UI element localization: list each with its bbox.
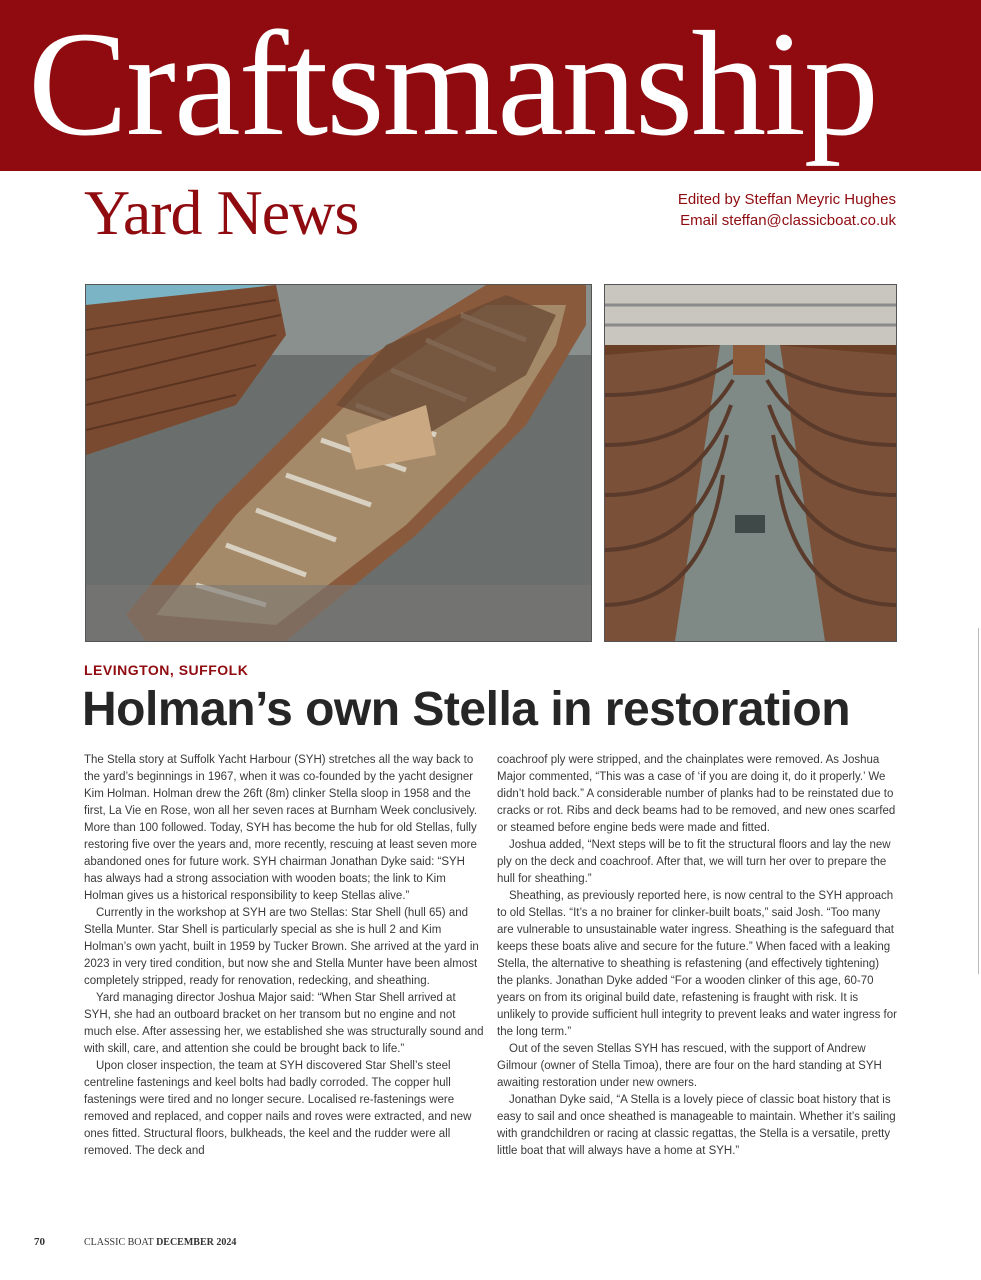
paragraph: Yard managing director Joshua Major said: “When Star Shell arrived at SYH, she had an outboard bracket on her transom but no engine and not much else. After assessing her, we established she was structurally sound and with skill, care, and attention she could be brought back to life.”: [84, 992, 484, 1055]
paragraph: coachroof ply were stripped, and the chainplates were removed. As Joshua Major commented, “This was a case of ‘if you are doing it, do it properly.’ We didn’t hold back.” A considerable number of planks had to be reinstated due to cracks or rot. Ribs and deck beams had to be removed, and new ones scarfed or steamed before engine beds were made and fitted.: [497, 754, 896, 834]
paragraph: Upon closer inspection, the team at SYH discovered Star Shell’s steel centreline fastenings and keel bolts had badly corroded. The copper hull fastenings were tired and no longer secure. Localised re-fastenings were removed and replaced, and copper nails and roves were extracted, and new ones fitted. Structural floors, bulkheads, the keel and the rudder were all removed. The deck and: [84, 1060, 472, 1157]
page-footer: [34, 1236, 237, 1248]
magazine-name: CLASSIC BOAT: [84, 1237, 154, 1248]
paragraph: Sheathing, as previously reported here, is now central to the SYH approach to old Stellas. “It’s a no brainer for clinker-built boats,” said Josh. “Too many are vulnerable to unsustainable water ingress. Sheathing is the safeguard that keeps these boats alive and secure for the future.” When faced with a leaking Stella, the alternative to sheathing is refastening (and effectively tightening) the planks. Jonathan Dyke added “For a wooden clinker of this age, 60-70 years on from its original build date, refastening is fraught with risk. It is unlikely to provide sufficient hull integrity to prevent leaks and water ingress for the long term.”: [497, 890, 897, 1038]
editor-credit: [678, 189, 896, 231]
article-kicker: LEVINGTON, SUFFOLK: [84, 662, 249, 678]
issue-date: DECEMBER 2024: [156, 1237, 237, 1248]
page-number: 70: [34, 1236, 45, 1248]
section-title: Yard News: [84, 177, 359, 248]
paragraph: Jonathan Dyke said, “A Stella is a lovely piece of classic boat history that is easy to sail and once sheathed is manageable to maintain. Whether it’s sailing with grandchildren or racing at classic regattas, the Stella is a versatile, pretty little boat that will always have a home at SYH.”: [497, 1094, 896, 1157]
editor-email: Email steffan@classicboat.co.uk: [680, 212, 896, 229]
paragraph: The Stella story at Suffolk Yacht Harbour (SYH) stretches all the way back to the yard’s beginnings in 1967, when it was co-founded by the yacht designer Kim Holman. Holman drew the 26ft (8m) clinker Stella sloop in 1958 and the first, La Vie en Rose, won all her seven races at Burnham Week conclusively. More than 100 followed. Today, SYH has become the hub for old Stellas, fully restoring five over the years and, more recently, rescuing at least seven more abandoned ones for future work. SYH chairman Jonathan Dyke said: “SYH has always had a strong association with wooden boats; the link to Kim Holman gives us a historical responsibility to keep Stellas alive.”: [84, 754, 478, 902]
paragraph: Currently in the workshop at SYH are two Stellas: Star Shell (hull 65) and Stella Munter. Star Shell is particularly special as she is hull 2 and Kim Holman’s own yacht, built in 1959 by Tucker Brown. She arrived at the yard in 2023 in very tired condition, but now she and Stella Munter have been almost completely stripped, ready for renovation, redecking, and sheathing.: [84, 907, 479, 987]
photo-hull-interior: [604, 284, 897, 642]
hull-illustration: [86, 285, 591, 641]
magazine-issue: [84, 1237, 236, 1248]
masthead-banner: [0, 0, 981, 171]
photo-stripped-hull: [85, 284, 592, 642]
paragraph: Out of the seven Stellas SYH has rescued, with the support of Andrew Gilmour (owner of Stella Timoa), there are four on the hard standing at SYH awaiting restoration under new owners.: [497, 1043, 882, 1089]
interior-illustration: [605, 285, 896, 641]
editor-name: Edited by Steffan Meyric Hughes: [677, 191, 896, 208]
masthead-title: Craftsmanship: [28, 1, 877, 167]
article-headline: Holman’s own Stella in restoration: [82, 683, 851, 736]
article-column-right: [497, 752, 897, 1160]
paragraph: Joshua added, “Next steps will be to fit the structural floors and lay the new ply on the deck and coachroof. After that, we will turn her over to prepare the hull for sheathing.”: [497, 839, 891, 885]
page-edge-rule: [978, 628, 979, 974]
article-column-left: [84, 752, 484, 1160]
